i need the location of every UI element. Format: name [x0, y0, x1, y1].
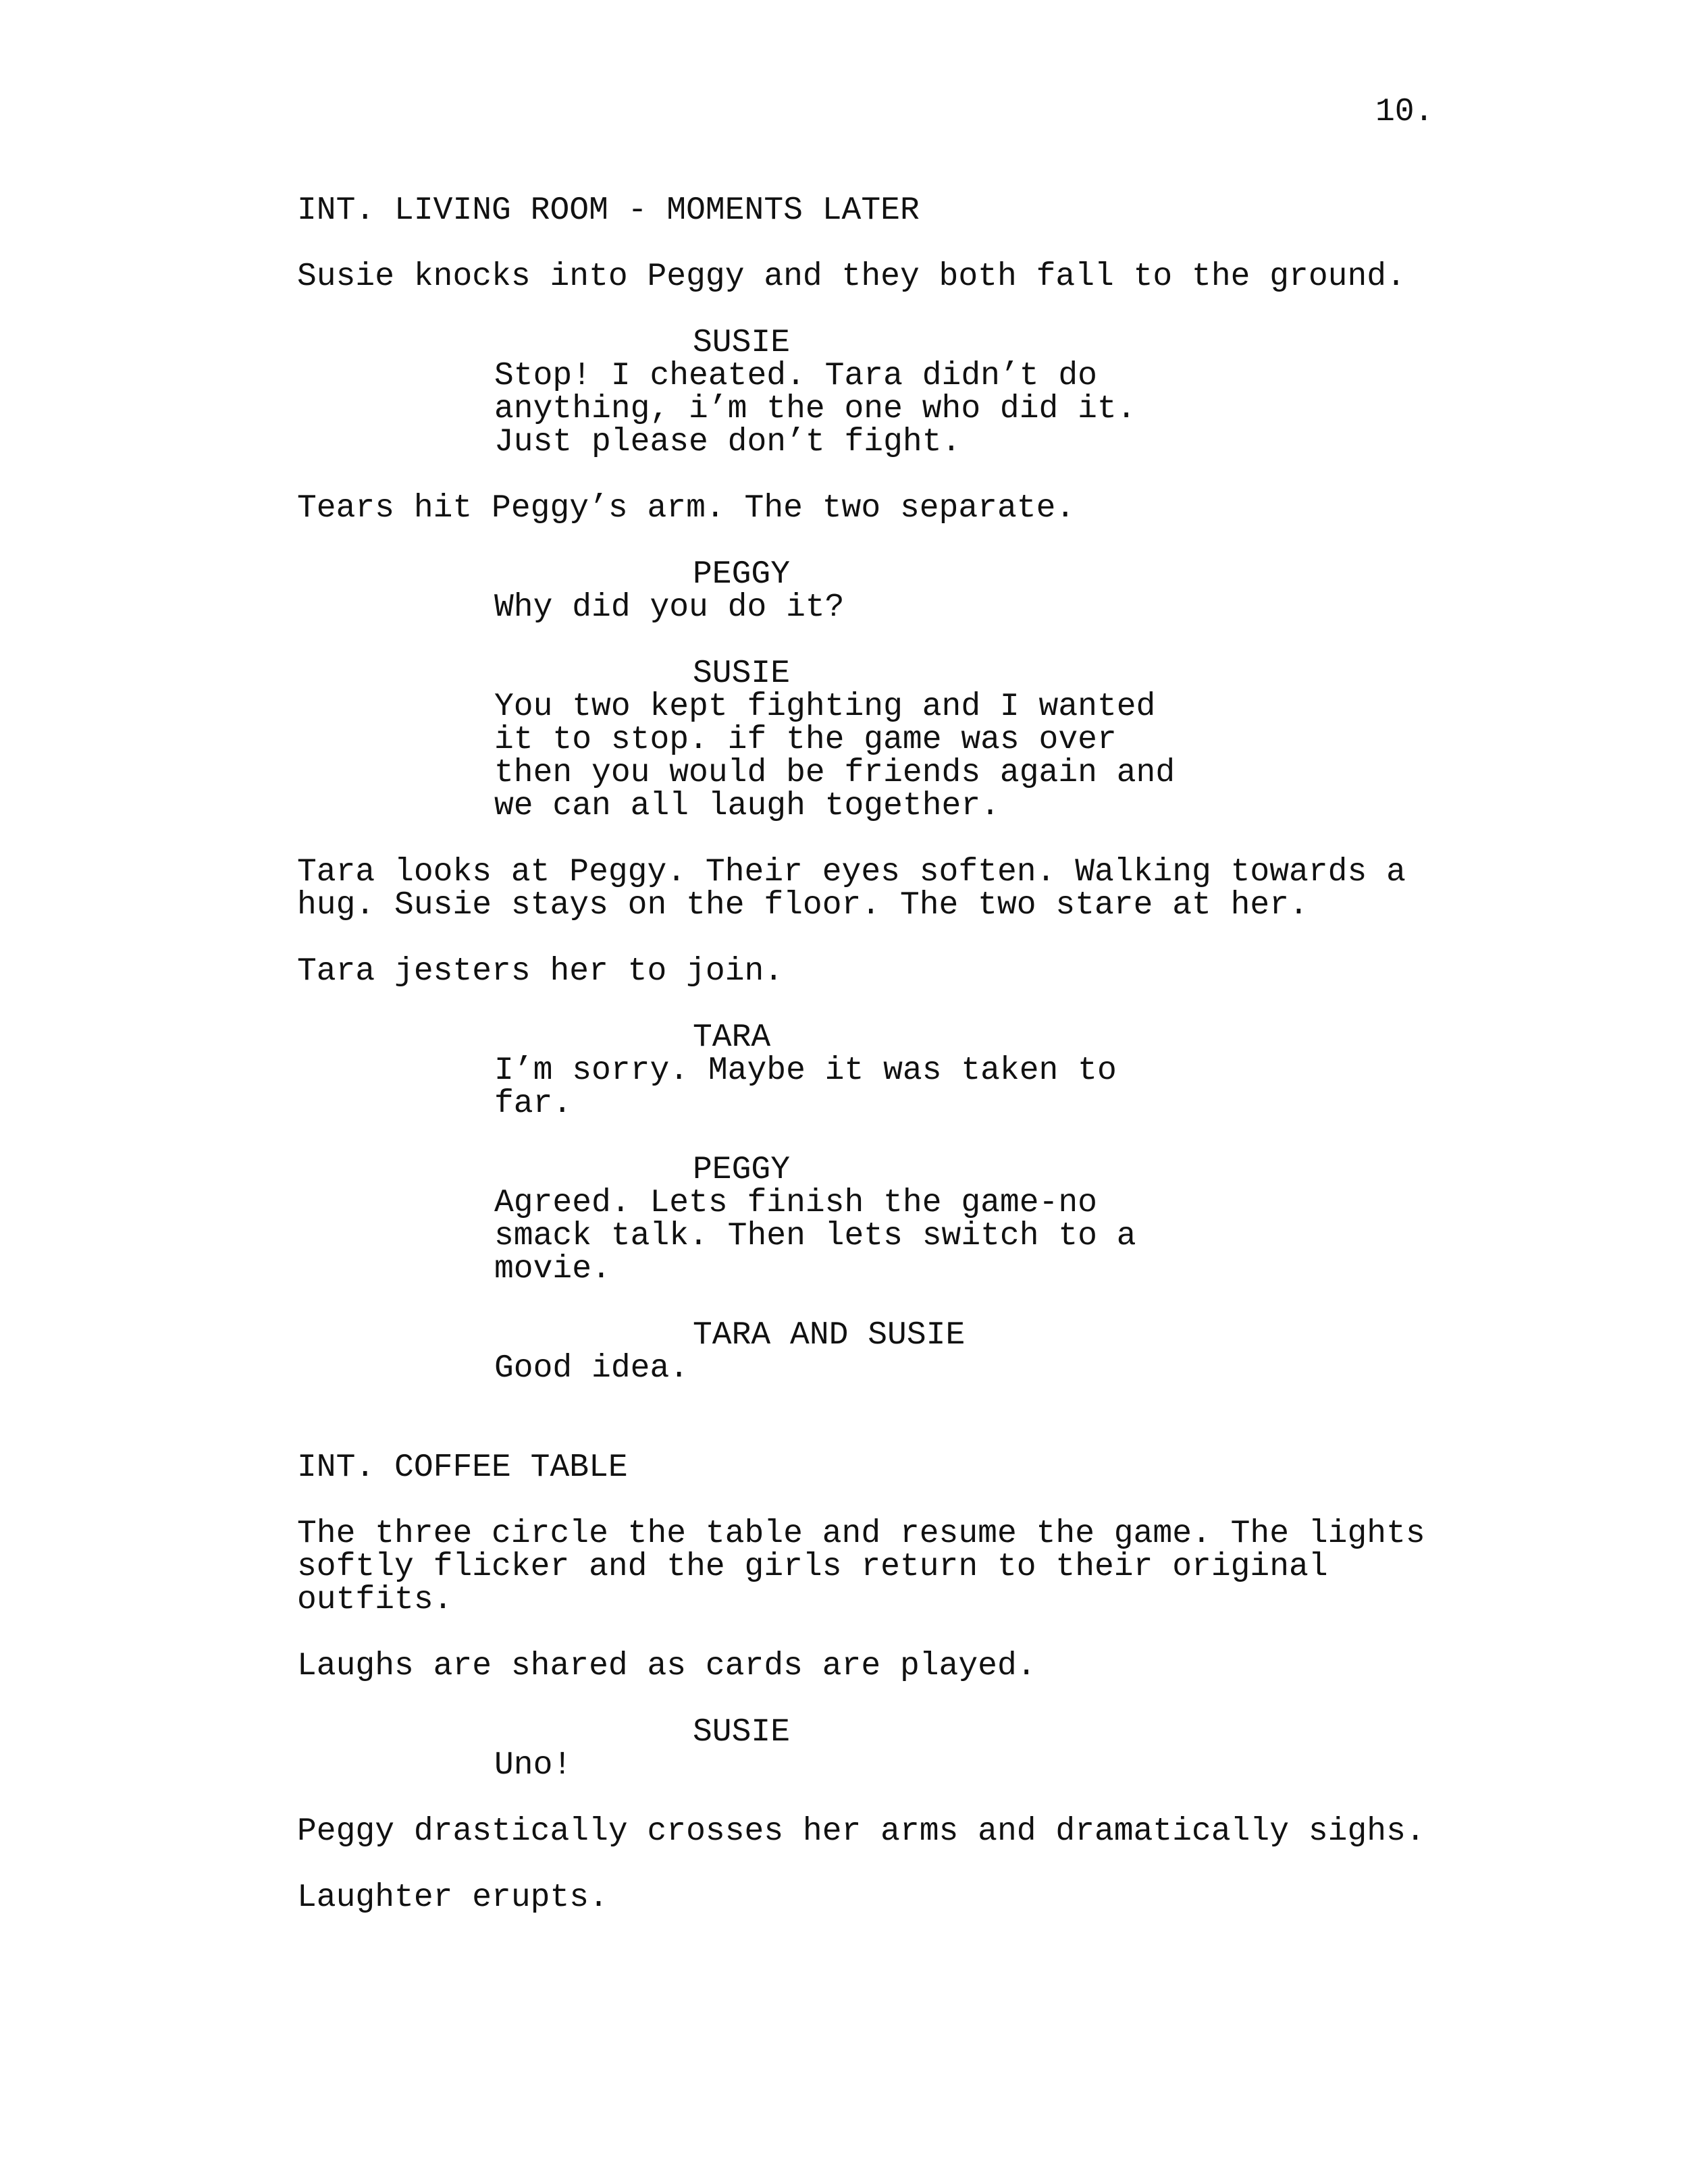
dialogue-line: we can all laugh together.	[494, 788, 1000, 824]
character-name: SUSIE	[693, 656, 791, 692]
action-line: Peggy drastically crosses her arms and dramatically sighs.	[297, 1813, 1425, 1850]
action-line: softly flicker and the girls return to their original	[297, 1549, 1328, 1585]
dialogue-line: Stop! I cheated. Tara didn’t do	[494, 358, 1097, 394]
action-line: Tara jesters her to join.	[297, 953, 784, 990]
dialogue-line: it to stop. if the game was over	[494, 722, 1117, 758]
character-name: PEGGY	[693, 556, 791, 593]
action-line: Tears hit Peggy’s arm. The two separate.	[297, 490, 1076, 527]
page-number: 10.	[1375, 94, 1434, 130]
character-name: TARA AND SUSIE	[693, 1317, 966, 1354]
dialogue-line: movie.	[494, 1251, 611, 1287]
dialogue-line: I’m sorry. Maybe it was taken to	[494, 1053, 1117, 1089]
character-name: PEGGY	[693, 1152, 791, 1188]
scene-heading: INT. COFFEE TABLE	[297, 1449, 628, 1486]
dialogue-line: far.	[494, 1086, 573, 1122]
action-line: Laughter erupts.	[297, 1880, 608, 1916]
action-line: The three circle the table and resume the game. The lights	[297, 1516, 1425, 1552]
scene-heading: INT. LIVING ROOM - MOMENTS LATER	[297, 192, 920, 229]
action-line: hug. Susie stays on the floor. The two stare at her.	[297, 887, 1309, 924]
action-line: Laughs are shared as cards are played.	[297, 1648, 1036, 1684]
dialogue-line: Good idea.	[494, 1350, 689, 1387]
dialogue-line: anything, i’m the one who did it.	[494, 391, 1136, 427]
dialogue-line: Agreed. Lets finish the game-no	[494, 1185, 1097, 1221]
dialogue-line: then you would be friends again and	[494, 755, 1176, 791]
dialogue-line: Why did you do it?	[494, 589, 845, 626]
character-name: SUSIE	[693, 1714, 791, 1751]
dialogue-line: You two kept fighting and I wanted	[494, 689, 1156, 725]
dialogue-line: Just please don’t fight.	[494, 424, 961, 460]
action-line: Tara looks at Peggy. Their eyes soften. Walking towards a	[297, 854, 1406, 890]
character-name: SUSIE	[693, 325, 791, 361]
character-name: TARA	[693, 1019, 771, 1056]
action-line: Susie knocks into Peggy and they both fall to the ground.	[297, 259, 1406, 295]
dialogue-line: Uno!	[494, 1747, 573, 1784]
dialogue-line: smack talk. Then lets switch to a	[494, 1218, 1136, 1254]
action-line: outfits.	[297, 1582, 453, 1618]
